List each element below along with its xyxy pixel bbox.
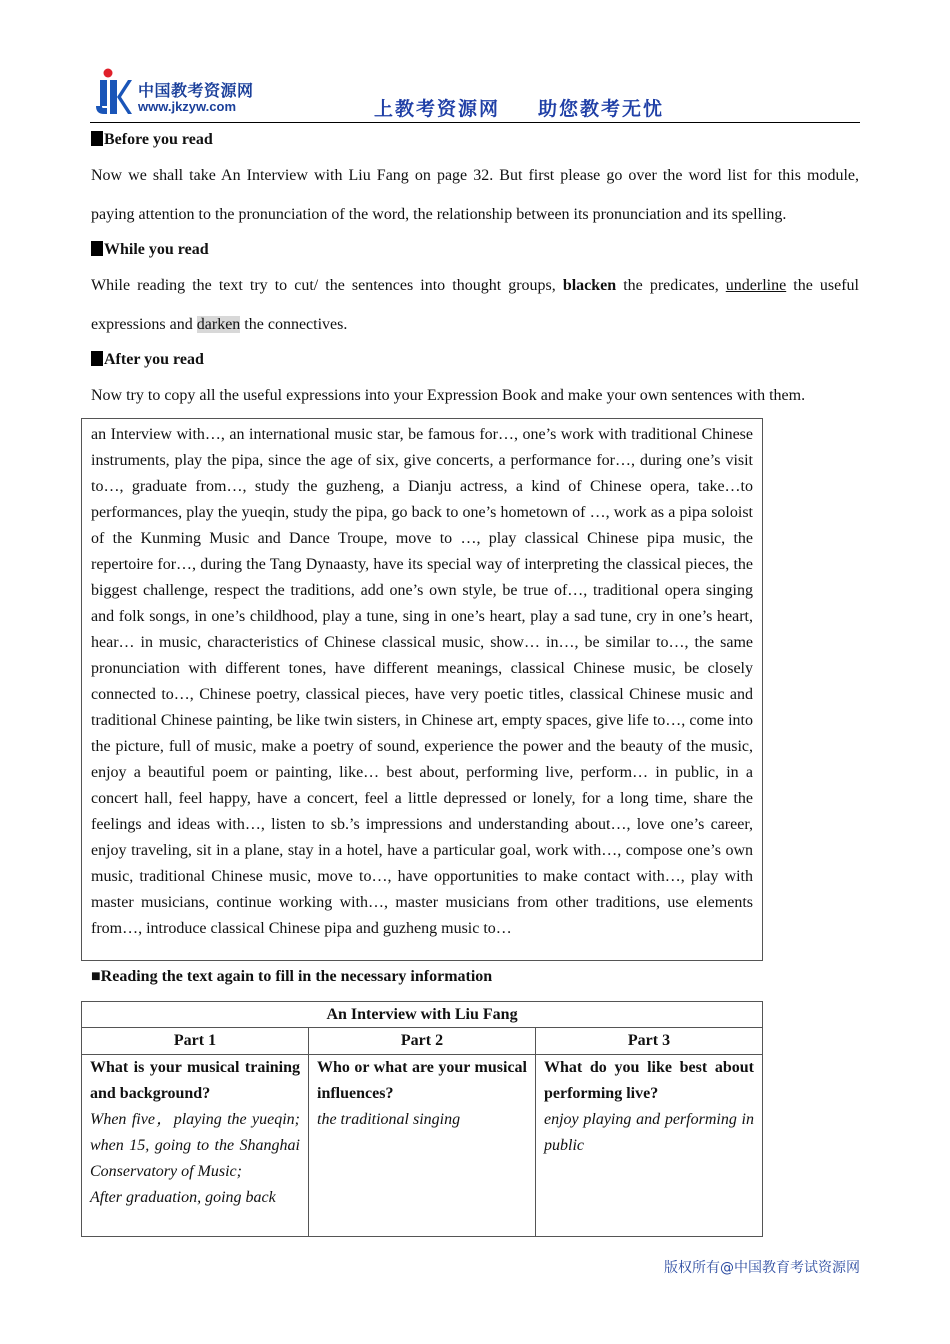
- logo-chinese-name: 中国教考资源网: [138, 81, 254, 100]
- part-3-answer: enjoy playing and performing in public: [544, 1111, 754, 1154]
- slogan-right: 助您教考无忧: [538, 98, 665, 120]
- part-1-question: What is your musical training and background?: [90, 1059, 300, 1102]
- square-bullet-icon: [91, 131, 103, 146]
- part-3-header: Part 3: [536, 1028, 763, 1055]
- underline-word: underline: [725, 277, 787, 294]
- part-2-header: Part 2: [309, 1028, 536, 1055]
- while-you-read-text: While reading the text try to cut/ the sentences into thought groups, blacken the predicates, underline the useful expressions and darken the connectives.: [91, 277, 859, 333]
- table-title: An Interview with Liu Fang: [82, 1002, 763, 1028]
- part-2-answer: the traditional singing: [317, 1111, 461, 1128]
- logo-url[interactable]: www.jkzyw.com: [138, 99, 237, 114]
- interview-info-table: [81, 1001, 763, 1237]
- part-1-header: Part 1: [82, 1028, 309, 1055]
- fill-info-heading: ■Reading the text again to fill in the necessary information: [91, 968, 493, 985]
- page-header: [90, 66, 860, 123]
- part-1-answer-cont: After graduation, going back: [90, 1189, 276, 1206]
- site-logo[interactable]: [94, 68, 284, 118]
- table-title-row: [82, 1002, 763, 1028]
- slogan-left: 上教考资源网: [374, 98, 501, 120]
- square-bullet-icon: [91, 241, 103, 256]
- after-you-read-text: Now try to copy all the useful expressions into your Expression Book and make your own sentences with them.: [91, 387, 806, 404]
- square-bullet-icon: [91, 351, 103, 366]
- jk-logo-icon: [94, 68, 132, 118]
- part-2-question: Who or what are your musical influences?: [317, 1059, 527, 1102]
- before-you-read-text: Now we shall take An Interview with Liu Fang on page 32. But first please go over the word list for this module, paying attention to the pronunciation of the word, the relationship between its pronunciation and its spelling.: [91, 167, 859, 223]
- while-you-read-heading: While you read: [91, 241, 209, 259]
- part-3-cell[interactable]: [536, 1055, 763, 1237]
- expressions-box: an Interview with…, an international music star, be famous for…, one’s work with traditional Chinese instruments, play the pipa, since the age of six, give concerts, a performance for…, during one’s visit to…, graduate from…, study the guzheng, a Dianju actress, a kind of Chinese opera, take…to performances, play the yueqin, study the pipa, go back to one’s hometown of …, work as a pipa soloist of the Kunming Music and Dance Troupe, move to …, play classical Chinese pipa music, the repertoire for…, during the Tang Dynaasty, have its special way of interpreting the classical pieces, the biggest challenge, respect the traditions, add one’s own style, be true of…, traditional opera singing and folk songs, in one’s childhood, play a tune, sing in one’s heart, play a sad tune, cry in one’s heart, hear… in music, characteristics of Chinese classical music, show… in…, be similar to…, the same pronunciation with different tones, have different meanings, classical Chinese music, be closely connected to…, Chinese poetry, classical pieces, have very poetic titles, classical Chinese music and traditional Chinese painting, be like twin sisters, in Chinese art, empty spaces, give life to…, come into the picture, full of music, make a poetry of sound, experience the power and the beauty of the music, enjoy a beautiful poem or painting, like… best about, performing live, perform… in public, in a concert hall, feel happy, have a concert, feel a little depressed or lonely, for a long time, share the feelings and ideas with…, listen to sb.’s impressions and understanding about…, love one’s career, enjoy traveling, sit in a plane, stay in a hotel, have a particular goal, work with…, compose one’s own music, traditional Chinese music, move to…, have opportunities to make contact with…, play with master musicians, continue working with…, master musicians from other traditions, use elements from…, introduce classical Chinese pipa and guzheng music to…: [81, 418, 763, 961]
- part-1-answer: When five，playing the yueqin; when 15, going to the Shanghai Conservatory of Music;: [90, 1111, 300, 1180]
- part-3-question: What do you like best about performing live?: [544, 1059, 754, 1102]
- part-2-cell[interactable]: [309, 1055, 536, 1237]
- table-row: [82, 1055, 763, 1237]
- before-you-read-heading: Before you read: [91, 131, 213, 149]
- part-1-cell[interactable]: [82, 1055, 309, 1237]
- darken-word: darken: [196, 316, 241, 333]
- after-you-read-heading: After you read: [91, 351, 204, 369]
- table-header-row: [82, 1028, 763, 1055]
- blacken-word: blacken: [562, 277, 617, 294]
- header-slogan: [374, 94, 664, 121]
- copyright-footer: 版权所有@中国教育考试资源网: [664, 1260, 860, 1276]
